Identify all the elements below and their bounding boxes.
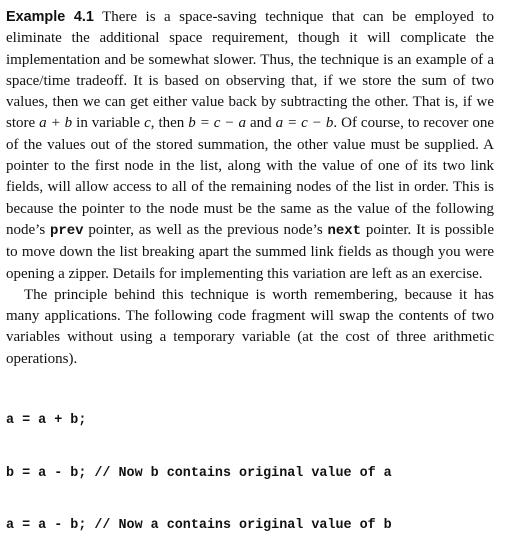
inline-code-next: next — [327, 222, 362, 239]
text-segment: and — [246, 115, 276, 132]
math-expression: c — [144, 115, 151, 132]
code-line: a = a - b; // Now a contains original value of b — [6, 518, 392, 533]
code-line: b = a - b; // Now b contains original value of a — [6, 465, 392, 481]
math-expression: a + b — [39, 115, 73, 132]
example-label: Example 4.1 — [6, 9, 94, 25]
document-page — [6, 7, 494, 370]
inline-code-prev: prev — [49, 222, 84, 239]
code-line: a = a + b; — [6, 413, 87, 428]
text-segment: . Of course, to recover one of the values out of the stored summation, the other value must be supplied. A pointer to the first node in the list, along with the value of one of its two link fields, will allow access to all of the remaining nodes of the list in order. This is because the pointer to the node must be the same as the value of the following node’s — [6, 115, 495, 238]
text-segment: There is a space-saving technique that can be employed to eliminate the additional space requirement, though it will complicate the implementation and be somewhat slower. Thus, the technique is an example of a space/time tradeoff. It is based on observing that, if we store the sum of two values, then we can get either value back by subtracting the other. That is, if we store — [6, 9, 494, 132]
text-segment: in variable — [72, 115, 145, 132]
principle-paragraph: The principle behind this technique is worth remembering, because it has many applications. The following code fragment will swap the contents of two variables without using a temporary variable (at the cost of three arithmetic operations). — [6, 286, 494, 367]
math-expression: b = c − a — [188, 115, 247, 132]
math-expression: a = c − b — [275, 115, 334, 132]
example-paragraph — [6, 7, 494, 285]
text-segment: pointer. It is possible to move down the list breaking apart the summed link fields as though you were opening a zipper. Details for implementing this variation are left as an exercise. — [6, 221, 494, 282]
text-segment: , then — [150, 115, 189, 132]
code-block — [6, 377, 392, 552]
text-segment: pointer, as well as the previous node’s — [83, 221, 328, 238]
